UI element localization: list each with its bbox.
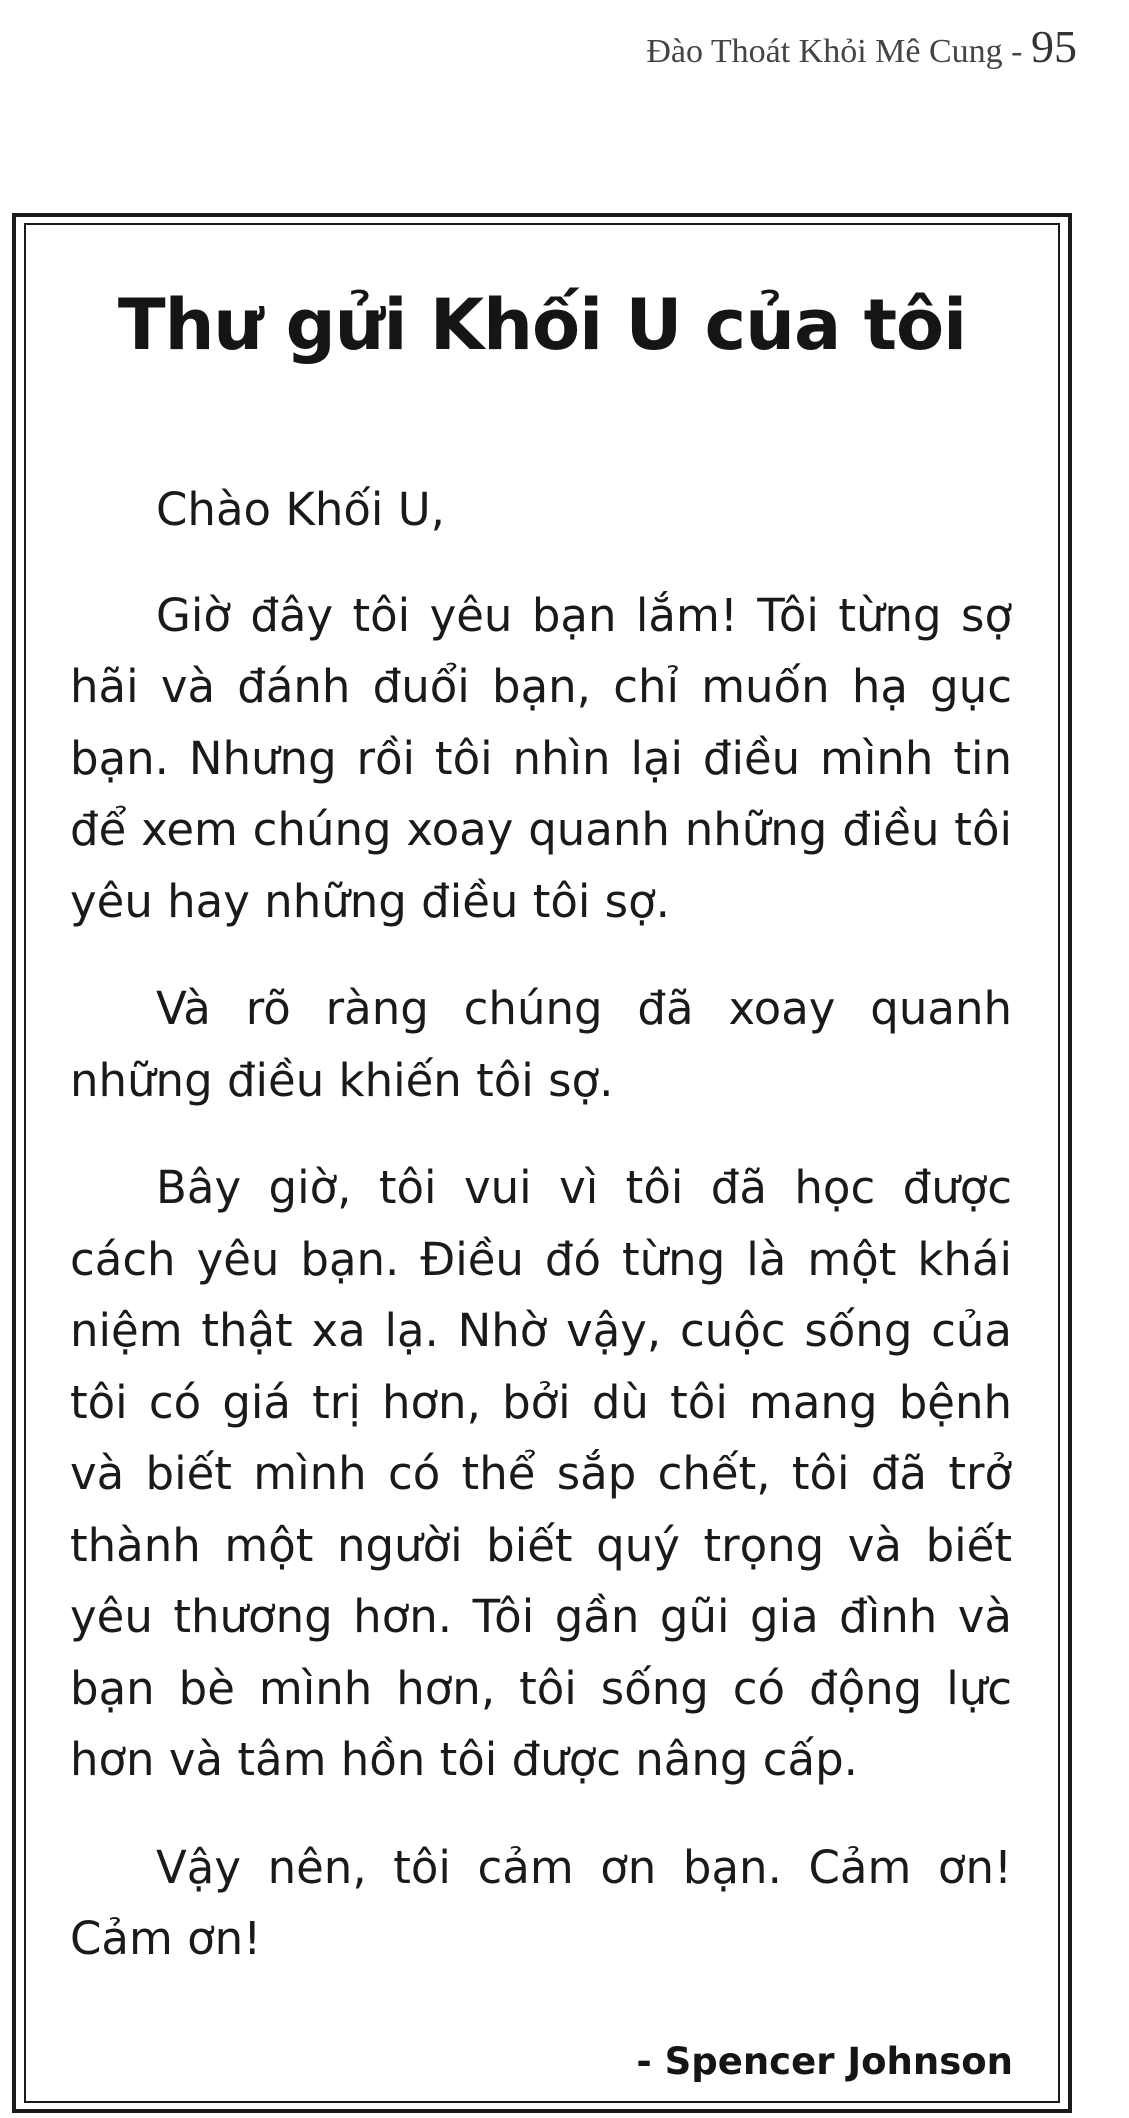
letter-paragraph-2: Và rõ ràng chúng đã xoay quanh những điều khiến tôi sợ. [70,982,1012,1107]
letter-paragraph-4: Vậy nên, tôi cảm ơn bạn. Cảm ơn! Cảm ơn! [70,1840,1012,1965]
book-title: Đào Thoát Khỏi Mê Cung - [646,33,1023,70]
letter-greeting: Chào Khối U, [156,483,445,536]
letter-paragraph-1: Giờ đây tôi yêu bạn lắm! Tôi từng sợ hãi và đánh đuổi bạn, chỉ muốn hạ gục bạn. Nhưng rồi tôi nhìn lại điều mình tin để xem chúng xoay quanh những điều tôi yêu hay những điều tôi sợ. [70,588,1012,928]
letter-body [70,474,1012,2011]
page-number: 95 [1031,21,1077,72]
letter-title: Thư gửi Khối U của tôi [117,284,967,366]
letter-signature: - Spencer Johnson [636,2040,1013,2083]
letter-paragraph-3: Bây giờ, tôi vui vì tôi đã học được cách yêu bạn. Điều đó từng là một khái niệm thật xa lạ. Nhờ vậy, cuộc sống của tôi có giá trị hơn, bởi dù tôi mang bệnh và biết mình có thể sắp chết, tôi đã trở thành một người biết quý trọng và biết yêu thương hơn. Tôi gần gũi gia đình và bạn bè mình hơn, tôi sống có động lực hơn và tâm hồn tôi được nâng cấp. [70,1161,1012,1786]
running-header [646,20,1077,73]
